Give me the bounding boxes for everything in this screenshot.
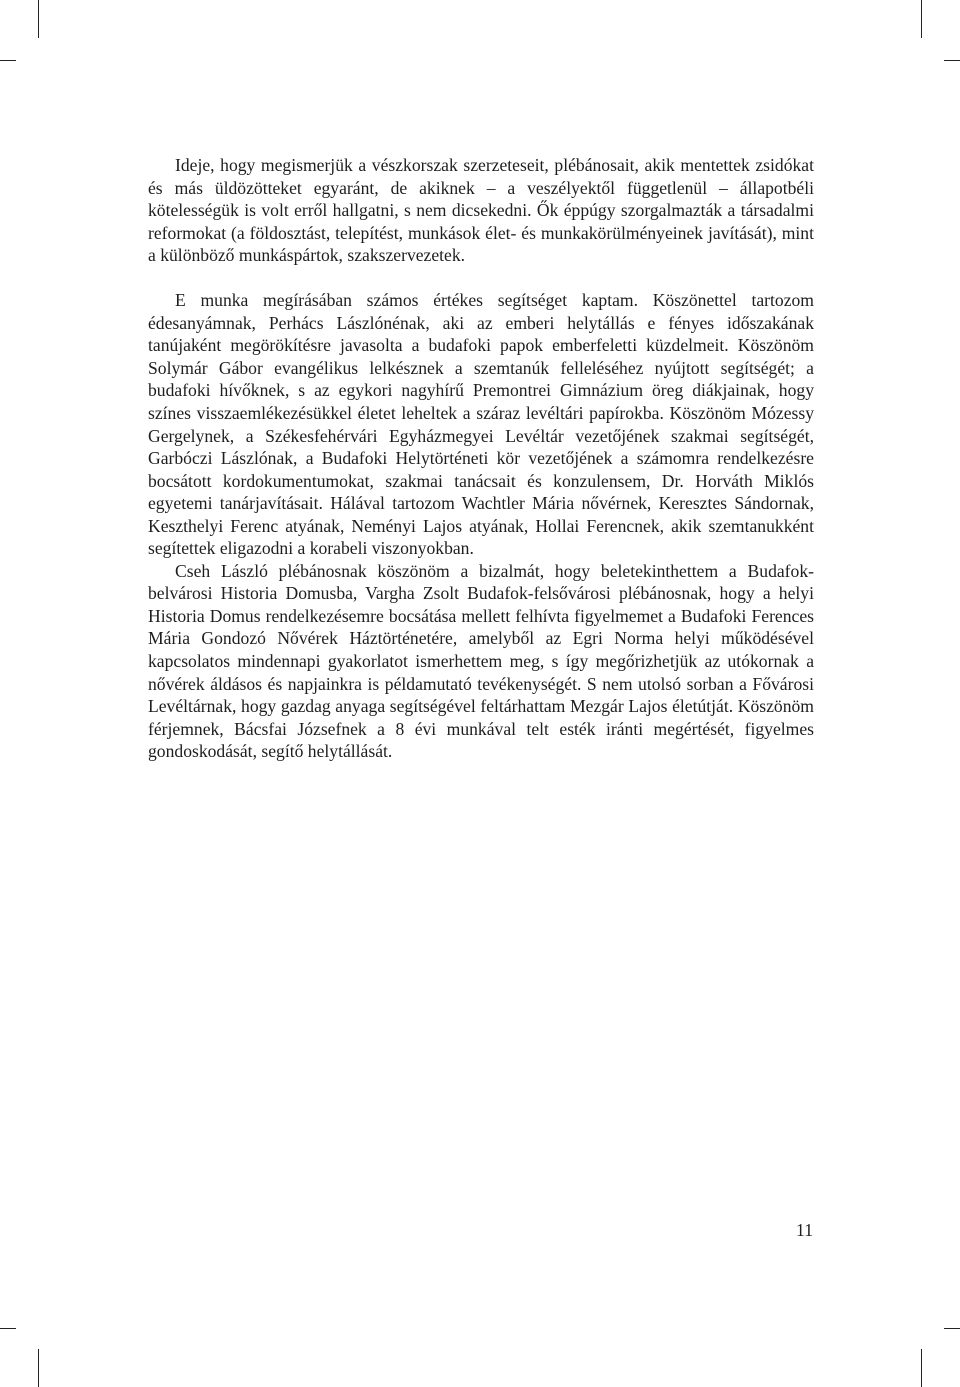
body-text xyxy=(148,154,814,763)
crop-mark-bottom-right-horizontal xyxy=(944,1328,960,1329)
crop-mark-top-right-horizontal xyxy=(944,60,960,61)
paragraph-acknowledgements-continued: Cseh László plébánosnak köszönöm a bizalmát, hogy beletekinthettem a Budafok- belvárosi Historia Domusba, Vargha Zsolt Budafok-felsővárosi plébánosnak, hogy a helyi Historia Domus rendelkezésemre bocsátása mellett felhívta figyelmemet a Budafoki Ferences Mária Gondozó Nővérek Háztörténetére, amelyből az Egri Norma helyi működésével kapcsolatos mindennapi gyakorlatot ismerhettem meg, s így megőrizhetjük az utókornak a nővérek áldásos és napjainkra is példamutató tevékenységét. S nem utolsó sorban a Fővárosi Levéltárnak, hogy gazdag anyaga segítségével feltárhattam Mezgár Lajos életútját. Köszönöm férjemnek, Bácsfai Józsefnek a 8 évi munkával telt esték iránti megértését, figyelmes gondoskodását, segítő helytállását. xyxy=(148,560,814,762)
crop-mark-bottom-left-horizontal xyxy=(0,1328,16,1329)
paragraph-intro: Ideje, hogy megismerjük a vészkorszak szerzeteseit, plébánosait, akik mentettek zsidókat és más üldözötteket egyaránt, de akiknek – a veszélyektől függetlenül – állapotbéli kötelességük is volt erről hallgatni, s nem dicsekedni. Ők éppúgy szorgalmazták a társadalmi reformokat (a földosztást, telepítést, munkások élet- és munkakörülményeinek javítását), mint a különböző munkáspártok, szakszervezetek. xyxy=(148,155,814,266)
page-number: 11 xyxy=(796,1220,813,1240)
crop-mark-top-left-vertical xyxy=(38,0,39,38)
crop-mark-bottom-left-vertical xyxy=(38,1349,39,1387)
crop-mark-bottom-right-vertical xyxy=(921,1349,922,1387)
paragraph-acknowledgements: E munka megírásában számos értékes segítséget kaptam. Köszönettel tartozom édesanyámnak, Perhács Lászlónénak, aki az emberi helytállás e fényes időszakának tanújaként megörökítésre javasolta a budafoki papok emberfeletti küzdelmeit. Köszönöm Solymár Gábor evangélikus lelkésznek a szemtanúk felleléséhez nyújtott segítségét; a budafoki hívőknek, s az egykori nagyhírű Premontrei Gimnázium öreg diákjainak, hogy színes visszaemlékezésükkel életet leheltek a száraz levéltári papírokba. Köszönöm Mózessy Gergelynek, a Székesfehérvári Egyházmegyei Levéltár vezetőjének szakmai segítségét, Garbóczi Lászlónak, a Budafoki Helytörténeti kör vezetőjének a számomra rendelkezésre bocsátott kordokumentumokat, szakmai tanácsait és konzulensem, Dr. Horváth Miklós egyetemi tanárjavításait. Hálával tartozom Wachtler Mária nővérnek, Keresztes Sándornak, Keszthelyi Ferenc atyának, Neményi Lajos atyának, Hollai Ferencnek, akik szemtanukként segítettek eligazodni a korabeli viszonyokban. xyxy=(148,290,814,559)
crop-mark-top-right-vertical xyxy=(921,0,922,38)
crop-mark-top-left-horizontal xyxy=(0,60,16,61)
